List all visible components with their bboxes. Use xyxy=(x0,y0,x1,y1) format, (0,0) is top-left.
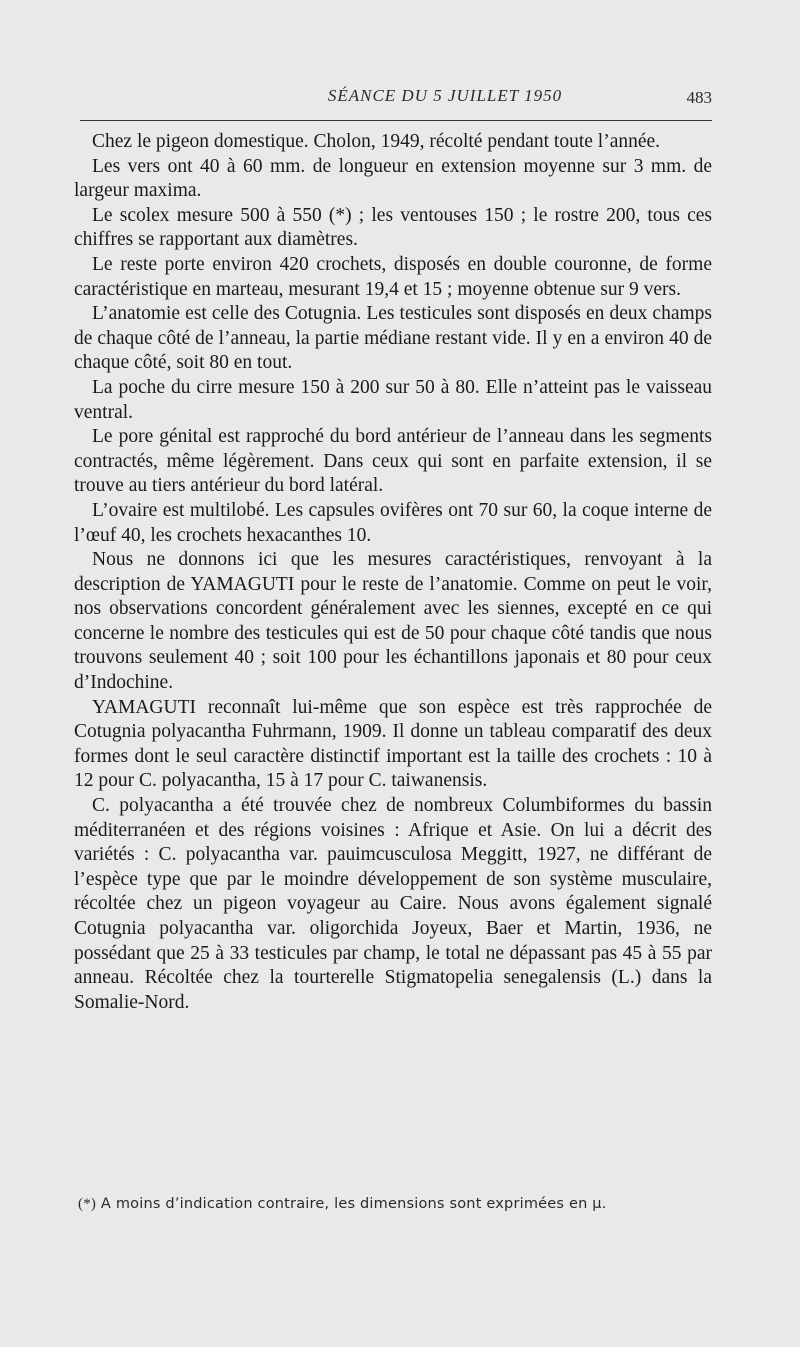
page-number: 483 xyxy=(686,88,712,107)
paragraph: Chez le pigeon domestique. Cholon, 1949, récolté pendant toute l’année. xyxy=(92,131,661,152)
body-text xyxy=(74,130,712,1015)
paragraph: Le pore génital est rapproché du bord antérieur de l’anneau dans les segments contractés, même légèrement. Dans ceux qui sont en parfaite extension, il se trouve au tiers antérieur du bord latéral. xyxy=(74,426,712,497)
paragraph: YAMAGUTI reconnaît lui-même que son espèce est très rapprochée de Cotugnia polyacantha Fuhrmann, 1909. Il donne un tableau comparatif des deux formes dont le seul caractère distinctif important est la taille des crochets : 10 à 12 pour C. polyacantha, 15 à 17 pour C. taiwanensis. xyxy=(74,696,712,792)
running-title: SÉANCE DU 5 JUILLET 1950 xyxy=(327,86,563,105)
footnote-text: A moins d’indication contraire, les dimensions sont exprimées en μ. xyxy=(100,1196,607,1212)
header-rule xyxy=(80,120,712,121)
page-header xyxy=(80,86,720,112)
paragraph: Les vers ont 40 à 60 mm. de longueur en extension moyenne sur 3 mm. de largeur maxima. xyxy=(74,155,712,202)
paragraph: Le scolex mesure 500 à 550 (*) ; les ventouses 150 ; le rostre 200, tous ces chiffres se rapportant aux diamètres. xyxy=(74,204,712,251)
paragraph: L’anatomie est celle des Cotugnia. Les testicules sont disposés en deux champs de chaque côté de l’anneau, la partie médiane restant vide. Il y en a environ 40 de chaque côté, soit 80 en tout. xyxy=(74,303,712,374)
paragraph: C. polyacantha a été trouvée chez de nombreux Columbiformes du bassin méditerranéen et des régions voisines : Afrique et Asie. On lui a décrit des variétés : C. polyacantha var. pauimcusculosa Meggitt, 1927, ne différant de l’espèce type que par le moindre développement de son système musculaire, récoltée chez un pigeon voyageur au Caire. Nous avons également signalé Cotugnia polyacantha var. oligorchida Joyeux, Baer et Martin, 1936, ne possédant que 25 à 33 testicules par champ, le total ne dépassant pas 45 à 55 par anneau. Récoltée chez la tourterelle Stigmatopelia senegalensis (L.) dans la Somalie-Nord. xyxy=(74,795,712,1013)
paragraph: La poche du cirre mesure 150 à 200 sur 50 à 80. Elle n’atteint pas le vaisseau ventral. xyxy=(74,376,712,423)
paragraph: Le reste porte environ 420 crochets, disposés en double couronne, de forme caractéristique en marteau, mesurant 19,4 et 15 ; moyenne obtenue sur 9 vers. xyxy=(74,253,712,300)
paragraph: Nous ne donnons ici que les mesures caractéristiques, renvoyant à la description de YAMAGUTI pour le reste de l’anatomie. Comme on peut le voir, nos observations concordent généralement avec les siennes, excepté en ce qui concerne le nombre des testicules qui est de 50 pour chaque côté tandis que nous trouvons seulement 40 ; soit 100 pour les échantillons japonais et 80 pour ceux d’Indochine. xyxy=(74,549,712,694)
footnote xyxy=(78,1196,718,1213)
footnote-mark: (*) xyxy=(78,1196,97,1212)
paragraph: L’ovaire est multilobé. Les capsules ovifères ont 70 sur 60, la coque interne de l’œuf 40, les crochets hexacanthes 10. xyxy=(74,499,712,546)
